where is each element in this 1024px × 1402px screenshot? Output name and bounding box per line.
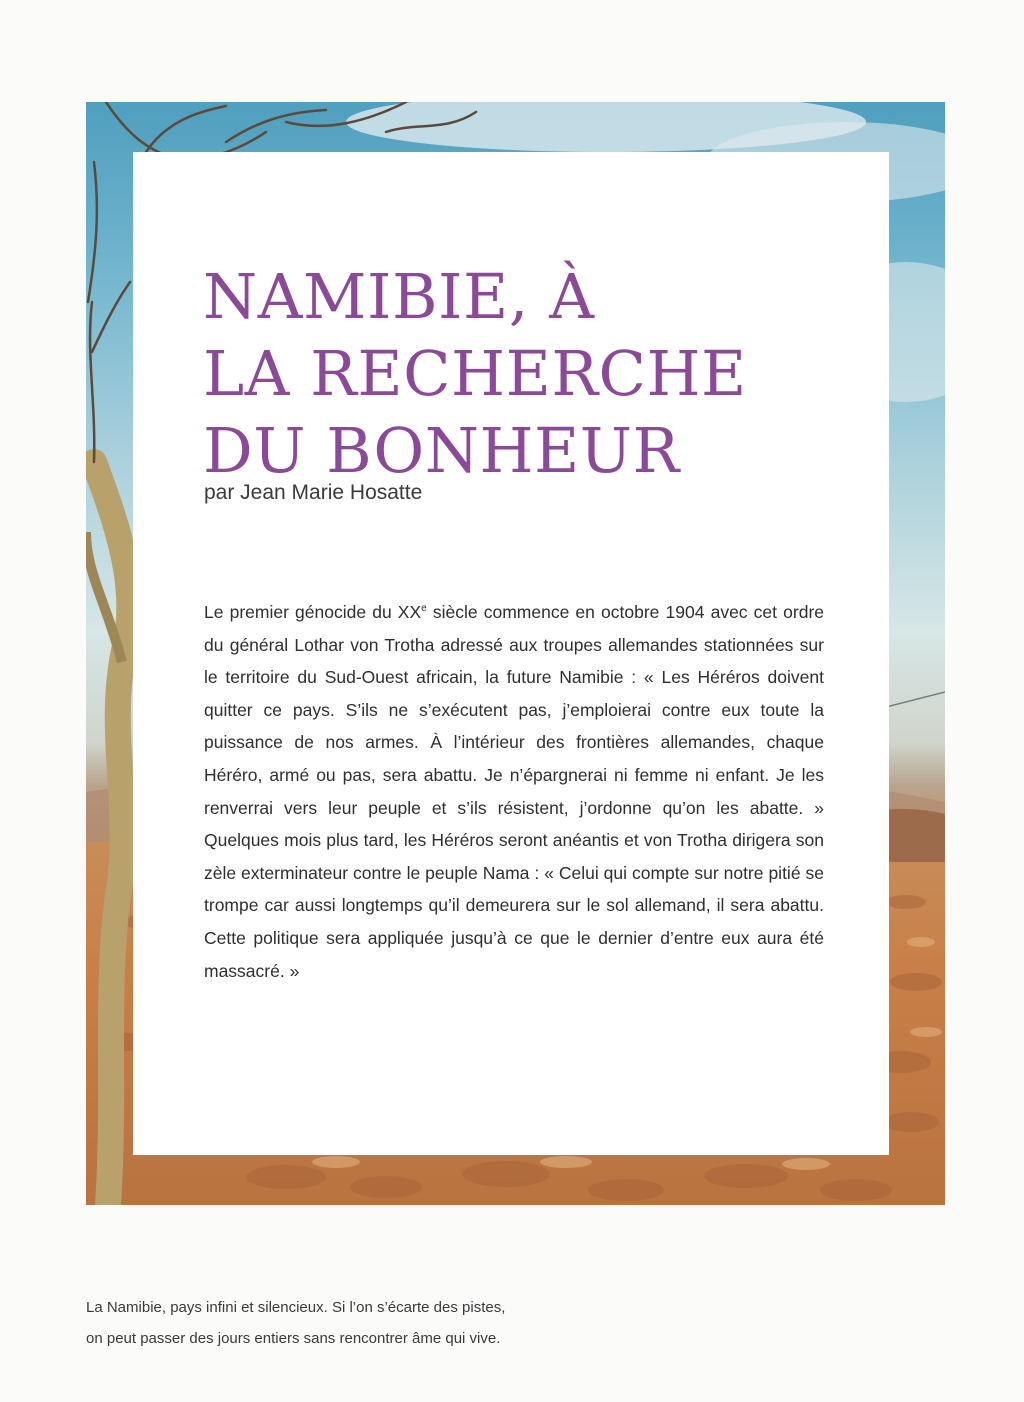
author-byline: par Jean Marie Hosatte	[204, 481, 423, 504]
body-text-rest: siècle commence en octobre 1904 avec cet ordre du général Lothar von Trotha adressé aux troupes allemandes stationnées sur le territoire du Sud-Ouest africain, la future Namibie : « Les Héréros doivent quitter ce pays. S’ils ne s’exécutent pas, j’emploierai contre eux toute la puissance de nos armes. À l’intérieur des frontières allemandes, chaque Héréro, armé ou pas, sera abattu. Je n’épargnerai ni femme ni enfant. Je les renverrai vers leur peuple et s’ils résistent, j’ordonne qu’on les abatte. » Quelques mois plus tard, les Héréros seront anéantis et von Trotha dirigera son zèle exterminateur contre le peuple Nama : « Celui qui compte sur notre pitié se trompe car aussi longtemps qu’il demeurera sur le sol allemand, il sera abattu. Cette politique sera appliquée jusqu’à ce que le dernier d’entre eux aura été massacré. »	[204, 602, 825, 981]
article-title	[203, 258, 747, 489]
caption-line-1: La Namibie, pays infini et silencieux. Si l’on s’écarte des pistes,	[86, 1299, 506, 1316]
title-line-3: DU BONHEUR	[203, 414, 680, 487]
caption-line-2: on peut passer des jours entiers sans rencontrer âme qui vive.	[86, 1330, 501, 1347]
century-superscript: e	[421, 603, 427, 615]
body-text-start: Le premier génocide du XX	[204, 602, 422, 622]
title-line-2: LA RECHERCHE	[203, 337, 747, 410]
article-body	[204, 596, 824, 987]
photo-caption	[86, 1292, 505, 1354]
title-line-1: NAMIBIE, À	[203, 260, 595, 333]
